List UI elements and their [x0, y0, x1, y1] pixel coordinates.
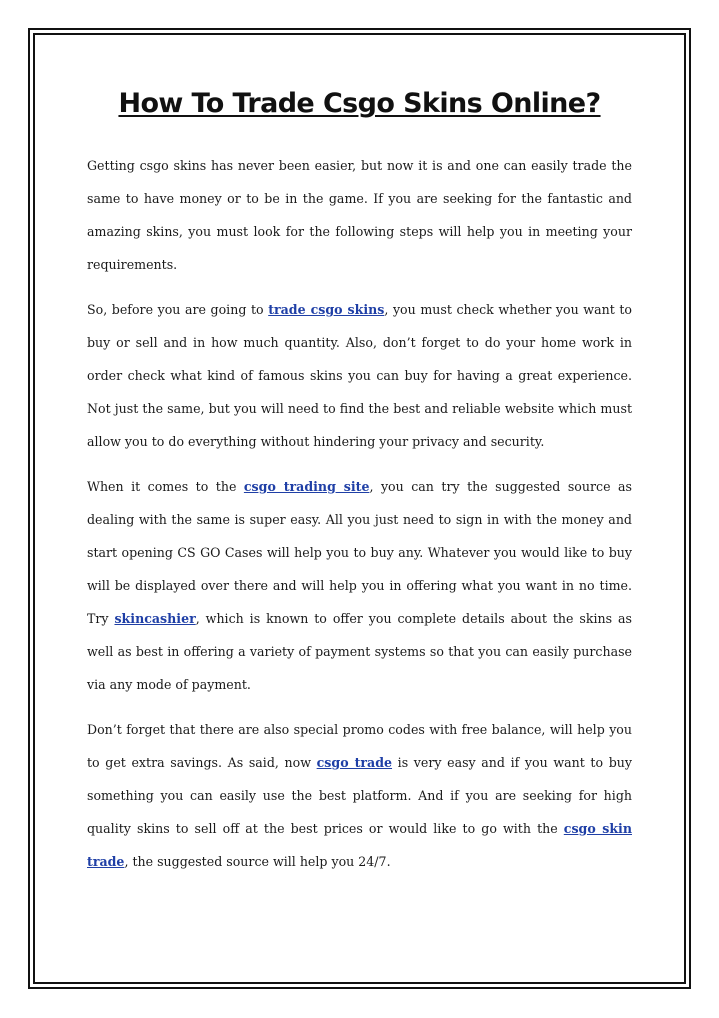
document-body [87, 84, 632, 878]
csgo-trading-site-link[interactable]: csgo trading site [243, 479, 370, 494]
paragraph-text: , you must check whether you want to buy or sell and in how much quantity. Also, don’t forget to do your home work in order check what kind of famous skins you can buy for having a great experience. Not just the same, but you will need to find the best and reliable website which must allow you to do everything without hindering your privacy and security. [87, 302, 632, 449]
skincashier-link[interactable]: skincashier [114, 611, 196, 626]
paragraph-text: So, before you are going to [87, 302, 269, 317]
trade-csgo-skins-link[interactable]: trade csgo skins [268, 302, 385, 317]
paragraph-text: , the suggested source will help you 24/7. [124, 854, 391, 869]
csgo-trade-link[interactable]: csgo trade [316, 755, 393, 770]
page-title: How To Trade Csgo Skins Online? [118, 88, 601, 119]
paragraph-text: Don’t forget that there are also special promo codes with free balance, will help you to get extra savings. As said, now [87, 722, 632, 770]
paragraph-text: When it comes to the [87, 479, 244, 494]
paragraph-2 [87, 293, 632, 458]
paragraph-3 [87, 470, 632, 701]
paragraph-4 [87, 713, 632, 878]
paragraph-text: , which is known to offer you complete details about the skins as well as best in offering a variety of payment systems so that you can easily purchase via any mode of payment. [87, 611, 632, 692]
paragraph-1 [87, 149, 632, 281]
csgo-skin-trade-link[interactable]: csgo skin trade [87, 821, 632, 869]
paragraph-text: Getting csgo skins has never been easier, but now it is and one can easily trade the same to have money or to be in the game. If you are seeking for the fantastic and amazing skins, you must look for the following steps will help you in meeting your requirements. [87, 158, 632, 272]
paragraph-text: , you can try the suggested source as dealing with the same is super easy. All you just need to sign in with the money and start opening CS GO Cases will help you to buy any. Whatever you would like to buy will be displayed over there and will help you in offering what you want in no time. Try [87, 479, 632, 626]
paragraph-text: is very easy and if you want to buy something you can easily use the best platform. And if you are seeking for high quality skins to sell off at the best prices or would like to go with the [87, 755, 632, 836]
